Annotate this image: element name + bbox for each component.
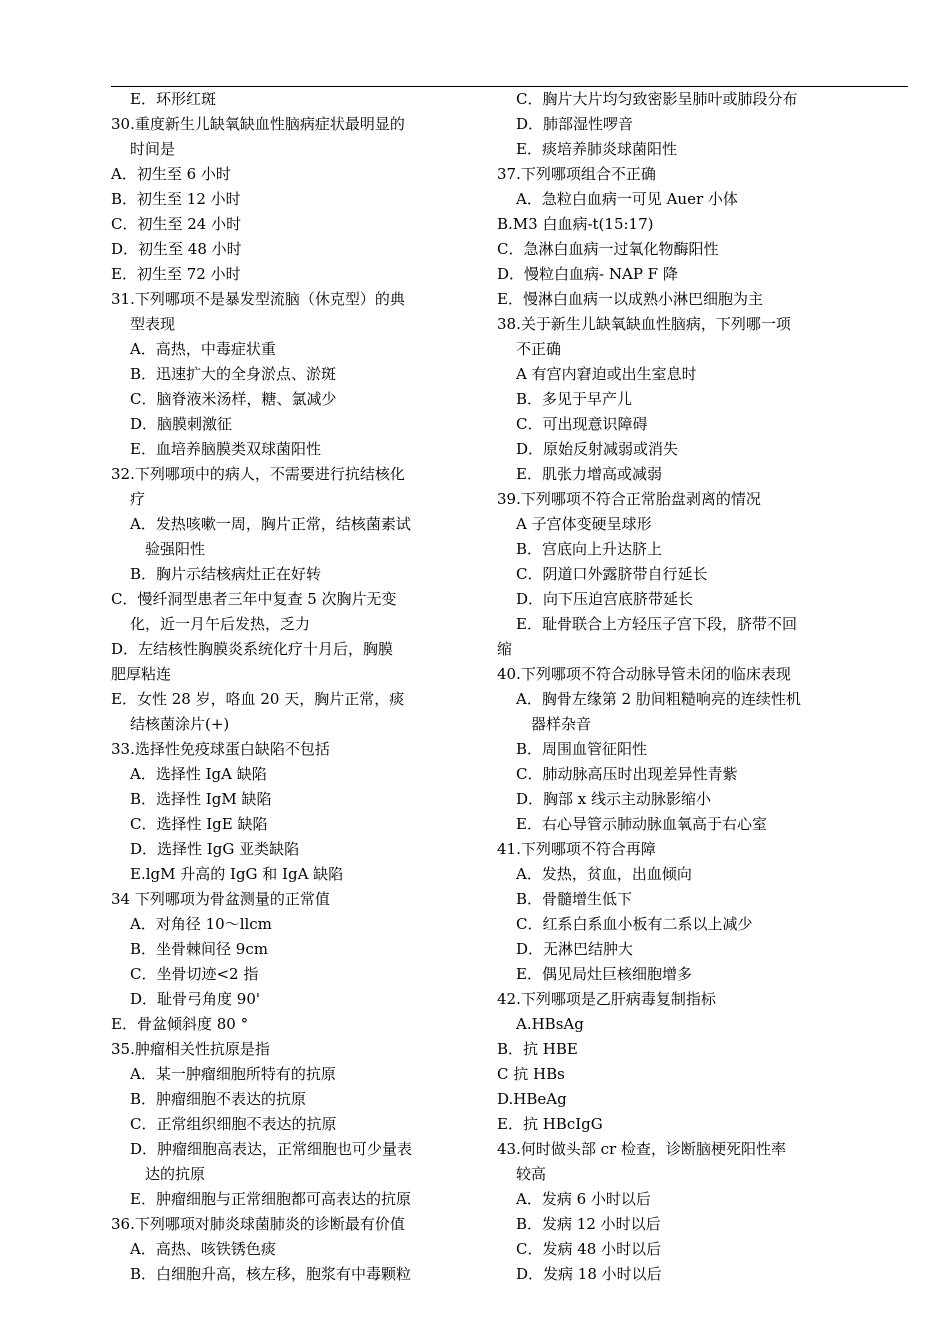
text-line: 41.下列哪项不符合再障 [497,840,656,858]
text-line: 40.下列哪项不符合动脉导管未闭的临床表现 [497,665,791,683]
text-line: 疗 [130,490,146,508]
text-line: D．脑膜刺激征 [130,415,233,433]
text-line: A．初生至 6 小时 [111,165,231,183]
text-line: C．肺动脉高压时出现差异性青紫 [516,765,738,783]
text-line: C．阴道口外露脐带自行延长 [516,565,708,583]
text-line: 器样杂音 [531,715,592,733]
text-line: 不正确 [516,340,562,358]
left-column [111,87,456,1287]
text-line: B．发病 12 小时以后 [516,1215,661,1233]
text-line: B．骨髓增生低下 [516,890,633,908]
text-line: D．无淋巴结肿大 [516,940,634,958]
text-line: 32.下列哪项中的病人，不需要进行抗结核化 [111,465,405,483]
text-line: 肥厚粘连 [111,665,172,683]
text-line: A 有宫内窘迫或出生室息时 [516,365,697,383]
text-line: C．坐骨切迹<2 指 [130,965,259,983]
text-line: D．选择性 IgG 亚类缺陷 [130,840,300,858]
text-line: B．选择性 IgM 缺陷 [130,790,272,808]
text-line: D．耻骨弓角度 90' [130,990,261,1008]
text-line: B．坐骨棘间径 9cm [130,940,268,958]
text-line: E．肿瘤细胞与正常细胞都可高表达的抗原 [130,1190,411,1208]
text-line: D．向下压迫宫底脐带延长 [516,590,694,608]
text-line: C．选择性 IgE 缺陷 [130,815,268,833]
text-line: E．耻骨联合上方轻压子宫下段，脐带不回 [516,615,797,633]
text-line: D．发病 18 小时以后 [516,1265,662,1283]
text-line: E．偶见局灶巨核细胞增多 [516,965,692,983]
text-line: E．女性 28 岁，咯血 20 天，胸片正常，痰 [111,690,405,708]
text-line: 39.下列哪项不符合正常胎盘剥离的情况 [497,490,761,508]
text-line: 化，近一月午后发热，乏力 [130,615,311,633]
text-line: B．胸片示结核病灶正在好转 [130,565,322,583]
text-line: 42.下列哪项是乙肝病毒复制指标 [497,990,716,1008]
text-line: D．肿瘤细胞高表达，正常细胞也可少量表 [130,1140,413,1158]
text-line: E．骨盆倾斜度 80 ° [111,1015,249,1033]
text-line: 型表现 [130,315,176,333]
text-line: D.HBeAg [497,1090,567,1108]
text-line: C．可出现意识障碍 [516,415,648,433]
text-line: D．初生至 48 小时 [111,240,242,258]
text-line: A．发热，贫血，出血倾向 [516,865,692,883]
text-line: 38.关于新生儿缺氧缺血性脑病，下列哪一项 [497,315,791,333]
text-line: A．发病 6 小时以后 [516,1190,651,1208]
text-line: C．慢纤洞型患者三年中复查 5 次胸片无变 [111,590,397,608]
text-line: C．发病 48 小时以后 [516,1240,662,1258]
text-line: B．迅速扩大的全身淤点、淤斑 [130,365,337,383]
text-line: E．右心导管示肺动脉血氧高于右心室 [516,815,767,833]
text-line: E.lgM 升高的 IgG 和 IgA 缺陷 [130,865,344,883]
text-line: A．高热，中毒症状重 [130,340,276,358]
text-line: E．慢淋白血病一以成熟小淋巴细胞为主 [497,290,763,308]
text-line: E．肌张力增高或减弱 [516,465,662,483]
text-line: 33.选择性免疫球蛋白缺陷不包括 [111,740,330,758]
text-line: 时间是 [130,140,176,158]
text-line: A．对角径 10～llcm [130,915,272,933]
text-line: 达的抗原 [145,1165,206,1183]
text-line: 验强阳性 [145,540,206,558]
text-line: D．肺部湿性啰音 [516,115,634,133]
text-line: 36.下列哪项对肺炎球菌肺炎的诊断最有价值 [111,1215,405,1233]
text-line: C．红系白系血小板有二系以上减少 [516,915,753,933]
text-line: C．初生至 24 小时 [111,215,242,233]
text-line: A 子宫体变硬呈球形 [516,515,652,533]
text-line: E．初生至 72 小时 [111,265,241,283]
text-line: 较高 [516,1165,547,1183]
text-line: A．某一肿瘤细胞所特有的抗原 [130,1065,336,1083]
text-line: 缩 [497,640,513,658]
text-line: 31.下列哪项不是暴发型流脑（休克型）的典 [111,290,405,308]
right-column [497,87,842,1287]
text-line: B．初生至 12 小时 [111,190,241,208]
text-line: A．高热、咳铁锈色痰 [130,1240,276,1258]
text-line: C．脑脊液米汤样，糖、氯减少 [130,390,337,408]
text-line: B．白细胞升高，核左移，胞浆有中毒颗粒 [130,1265,412,1283]
text-line: D．左结核性胸膜炎系统化疗十月后，胸膜 [111,640,394,658]
text-line: 34 下列哪项为骨盆测量的正常值 [111,890,330,908]
text-line: B．抗 HBE [497,1040,578,1058]
text-line: A．发热咳嗽一周，胸片正常，结核菌素试 [130,515,411,533]
text-line: B．宫底向上升达脐上 [516,540,663,558]
text-line: C．胸片大片均匀致密影呈肺叶或肺段分布 [516,90,798,108]
text-line: 43.何时做头部 cr 检查，诊断脑梗死阳性率 [497,1140,786,1158]
text-line: E．抗 HBcIgG [497,1115,603,1133]
text-line: B．多见于早产儿 [516,390,633,408]
text-line: C．正常组织细胞不表达的抗原 [130,1115,337,1133]
text-line: 30.重度新生儿缺氧缺血性脑病症状最明显的 [111,115,405,133]
text-line: 结核菌涂片(+) [130,715,230,733]
text-line: B．周围血管征阳性 [516,740,648,758]
text-line: C．急淋白血病一过氧化物酶阳性 [497,240,719,258]
text-line: 35.肿瘤相关性抗原是指 [111,1040,270,1058]
text-line: 37.下列哪项组合不正确 [497,165,656,183]
text-line: C 抗 HBs [497,1065,565,1083]
text-line: E．痰培养肺炎球菌阳性 [516,140,677,158]
text-line: E．环形红斑 [130,90,216,108]
text-line: D．慢粒白血病- NAP F 降 [497,265,678,283]
text-line: A．胸骨左缘第 2 肋间粗糙响亮的连续性机 [516,690,801,708]
text-line: D．原始反射减弱或消失 [516,440,679,458]
text-line: D．胸部 x 线示主动脉影缩小 [516,790,712,808]
text-line: A.HBsAg [516,1015,584,1033]
text-line: B．肿瘤细胞不表达的抗原 [130,1090,307,1108]
text-line: B.M3 白血病-t(15:17) [497,215,654,233]
text-line: E．血培养脑膜类双球菌阳性 [130,440,321,458]
text-line: A．急粒白血病一可见 Auer 小体 [516,190,738,208]
text-line: A．选择性 IgA 缺陷 [130,765,267,783]
